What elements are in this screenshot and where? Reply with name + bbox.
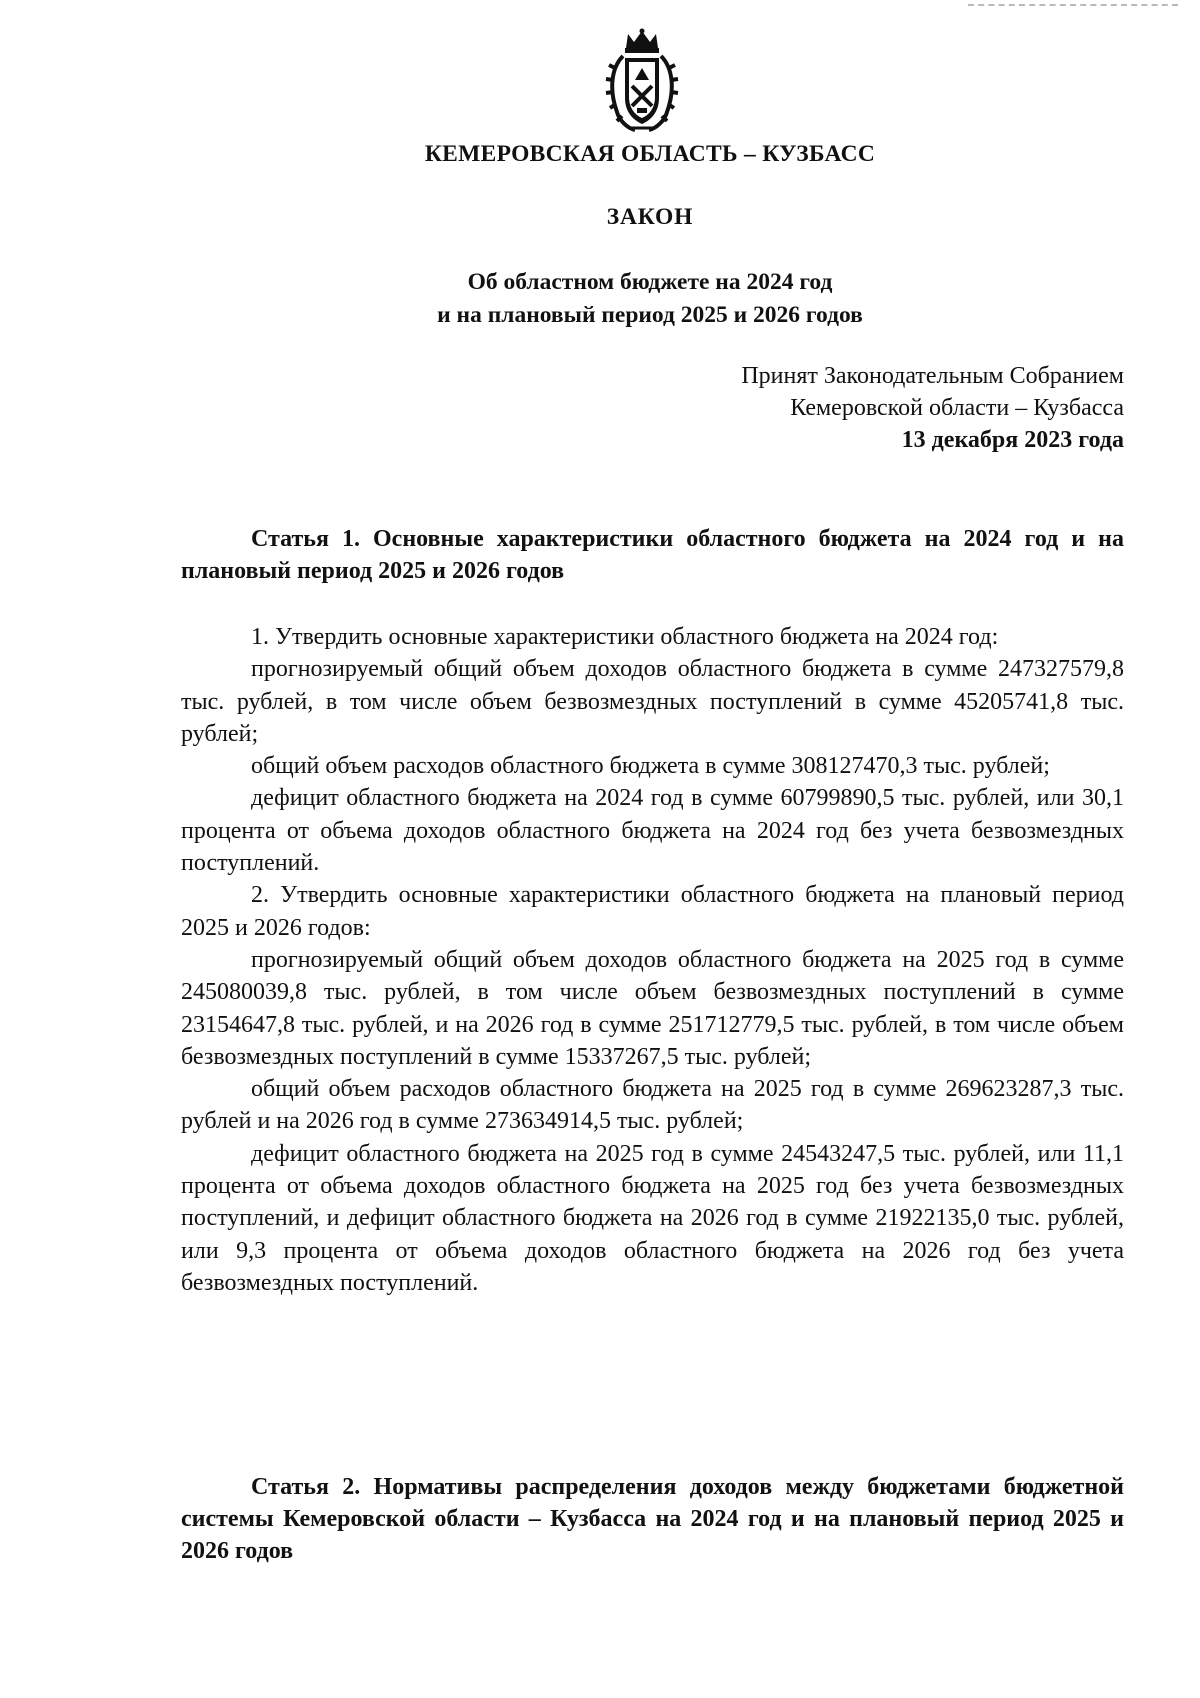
paragraph: 1. Утвердить основные характеристики областного бюджета на 2024 год: (251, 624, 999, 650)
region-name: КЕМЕРОВСКАЯ ОБЛАСТЬ – КУЗБАСС (424, 141, 876, 167)
paragraph: дефицит областного бюджета на 2024 год в сумме 60799890,5 тыс. рублей, или 30,1 процента от объема доходов областного бюджета на 2024 год без учета безвозмездных поступлений. (181, 785, 1124, 877)
adoption-line-2: Кемеровской области – Кузбасса (790, 395, 1124, 421)
article-1-heading: Статья 1. Основные характеристики областного бюджета на 2024 год и на плановый период 2025 и 2026 годов (181, 526, 1124, 584)
article-1-body (181, 621, 1124, 1299)
scan-artifact-line (968, 4, 1178, 6)
article-2-heading-block (181, 1471, 1124, 1567)
law-title (180, 266, 1120, 332)
adoption-line-1: Принят Законодательным Собранием (741, 363, 1124, 389)
law-title-line-2: и на плановый период 2025 и 2026 годов (437, 302, 863, 328)
paragraph: дефицит областного бюджета на 2025 год в сумме 24543247,5 тыс. рублей, или 11,1 процента от объема доходов областного бюджета на 2025 год без учета безвозмездных поступлений, и дефицит областного бюджета на 2026 год в сумме 21922135,0 тыс. рублей, или 9,3 процента от объема доходов областного бюджета на 2026 год без учета безвозмездных поступлений. (181, 1140, 1124, 1296)
article-2-heading: Статья 2. Нормативы распределения доходов между бюджетами бюджетной системы Кемеровской области – Кузбасса на 2024 год и на плановый период 2025 и 2026 годов (181, 1474, 1124, 1564)
paragraph: общий объем расходов областного бюджета в сумме 308127470,3 тыс. рублей; (251, 753, 1050, 780)
paragraph: прогнозируемый общий объем доходов областного бюджета на 2025 год в сумме 245080039,8 тыс. рублей, в том числе объем безвозмездных поступлений в сумме 23154647,8 тыс. рублей, и на 2026 год в сумме 251712779,5 тыс. рублей, в том числе объем безвозмездных поступлений в сумме 15337267,5 тыс. рублей; (181, 946, 1124, 1070)
paragraph: общий объем расходов областного бюджета на 2025 год в сумме 269623287,3 тыс. рублей и на 2026 год в сумме 273634914,5 тыс. рублей; (181, 1076, 1124, 1135)
adoption-block (564, 360, 1124, 456)
coat-of-arms-icon (601, 28, 683, 134)
adoption-date: 13 декабря 2023 года (901, 427, 1124, 453)
article-1-heading-block (181, 523, 1124, 587)
law-title-line-1: Об областном бюджете на 2024 год (467, 269, 833, 295)
paragraph: 2. Утвердить основные характеристики областного бюджета на плановый период 2025 и 2026 годов: (181, 882, 1124, 941)
paragraph: прогнозируемый общий объем доходов областного бюджета в сумме 247327579,8 тыс. рублей, в том числе объем безвозмездных поступлений в сумме 45205741,8 тыс. рублей; (181, 656, 1124, 747)
document-type: ЗАКОН (606, 204, 694, 230)
